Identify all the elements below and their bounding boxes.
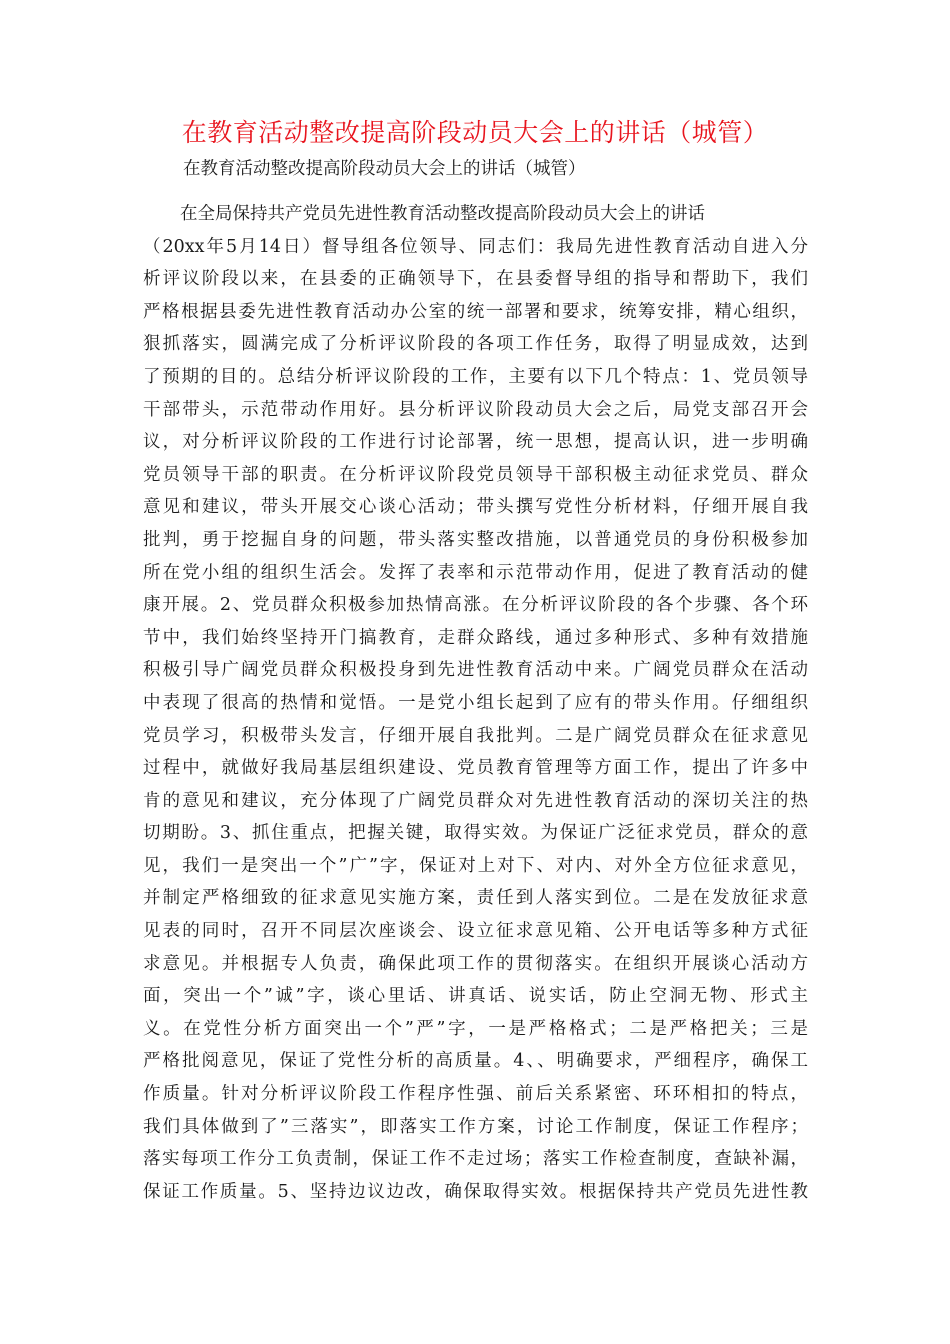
body-line: 狠抓落实，圆满完成了分析评议阶段的各项工作任务，取得了明显成效，达到 [143, 334, 808, 355]
document-body [143, 198, 808, 1208]
body-line: 我们具体做到了”三落实”，即落实工作方案，讨论工作制度，保证工作程序； [143, 1116, 808, 1137]
document-title: 在教育活动整改提高阶段动员大会上的讲话（城管） [181, 118, 769, 147]
body-line: 中表现了很高的热情和觉悟。一是党小组长起到了应有的带头作用。仔细组织 [143, 692, 808, 713]
body-line: 析评议阶段以来，在县委的正确领导下，在县委督导组的指导和帮助下，我们 [143, 269, 808, 290]
body-line: 面，突出一个”诚”字，谈心里话、讲真话、说实话，防止空洞无物、形式主 [143, 986, 808, 1007]
body-line: 保证工作质量。5、坚持边议边改，确保取得实效。根据保持共产党员先进性教 [143, 1181, 808, 1202]
body-line: 在全局保持共产党员先进性教育活动整改提高阶段动员大会上的讲话 [180, 204, 705, 224]
body-line: 落实每项工作分工负责制，保证工作不走过场；落实工作检查制度，查缺补漏， [143, 1149, 808, 1170]
body-line: 切期盼。3、抓住重点，把握关键，取得实效。为保证广泛征求党员，群众的意 [143, 823, 808, 844]
body-line: 意见和建议，带头开展交心谈心活动；带头撰写党性分析材料，仔细开展自我 [143, 497, 808, 518]
body-line: 康开展。2、党员群众积极参加热情高涨。在分析评议阶段的各个步骤、各个环 [143, 595, 808, 616]
body-line: 议，对分析评议阶段的工作进行讨论部署，统一思想，提高认识，进一步明确 [143, 432, 808, 453]
body-line: 见，我们一是突出一个”广”字，保证对上对下、对内、对外全方位征求意见， [143, 855, 808, 876]
body-line: 积极引导广阔党员群众积极投身到先进性教育活动中来。广阔党员群众在活动 [143, 660, 808, 681]
body-line: 党员领导干部的职责。在分析评议阶段党员领导干部积极主动征求党员、群众 [143, 464, 808, 485]
body-line: 见表的同时，召开不同层次座谈会、设立征求意见箱、公开电话等多种方式征 [143, 921, 808, 942]
body-line: 严格根据县委先进性教育活动办公室的统一部署和要求，统筹安排，精心组织， [143, 301, 808, 322]
body-line: 并制定严格细致的征求意见实施方案，责任到人落实到位。二是在发放征求意 [143, 888, 808, 909]
body-line: 批判，勇于挖掘自身的问题，带头落实整改措施，以普通党员的身份积极参加 [143, 529, 808, 550]
body-line: 了预期的目的。总结分析评议阶段的工作，主要有以下几个特点：1、党员领导 [143, 366, 808, 387]
body-line: 过程中，就做好我局基层组织建设、党员教育管理等方面工作，提出了许多中 [143, 758, 808, 779]
body-line: 肯的意见和建议，充分体现了广阔党员群众对先进性教育活动的深切关注的热 [143, 790, 808, 811]
body-line: 义。在党性分析方面突出一个”严”字，一是严格格式；二是严格把关；三是 [143, 1018, 808, 1039]
body-line: 求意见。并根据专人负责，确保此项工作的贯彻落实。在组织开展谈心活动方 [143, 953, 808, 974]
body-line: 严格批阅意见，保证了党性分析的高质量。4、、明确要求，严细程序，确保工 [143, 1051, 808, 1072]
body-line: 节中，我们始终坚持开门搞教育，走群众路线，通过多种形式、多种有效措施 [143, 627, 808, 648]
document-subtitle: 在教育活动整改提高阶段动员大会上的讲话（城管） [183, 159, 586, 179]
body-line: 所在党小组的组织生活会。发挥了表率和示范带动作用，促进了教育活动的健 [143, 562, 808, 583]
body-line: （20xx年5月14日）督导组各位领导、同志们：我局先进性教育活动自进入分 [143, 236, 808, 257]
body-line: 作质量。针对分析评议阶段工作程序性强、前后关系紧密、环环相扣的特点， [143, 1084, 808, 1105]
body-line: 干部带头，示范带动作用好。县分析评议阶段动员大会之后，局党支部召开会 [143, 399, 808, 420]
body-line: 党员学习，积极带头发言，仔细开展自我批判。二是广阔党员群众在征求意见 [143, 725, 808, 746]
